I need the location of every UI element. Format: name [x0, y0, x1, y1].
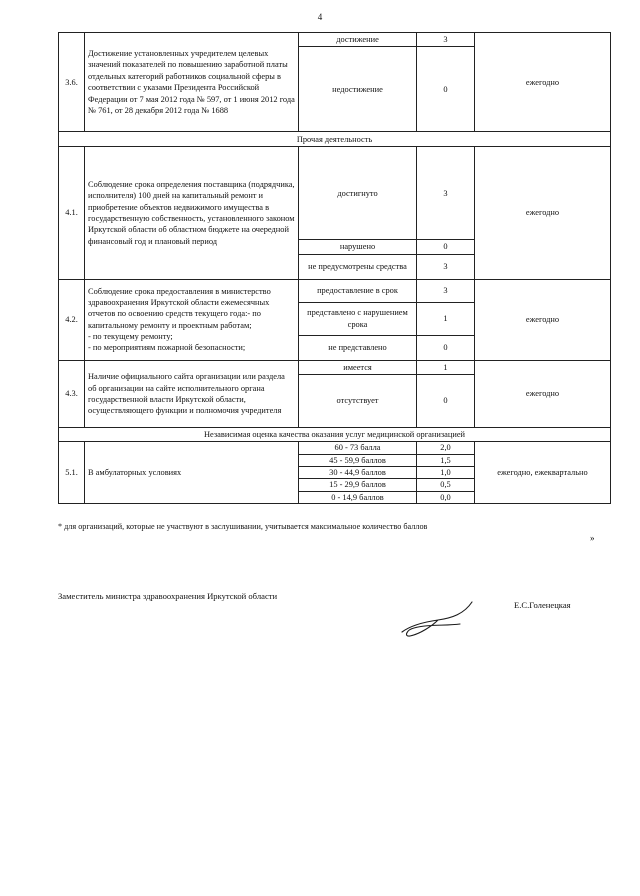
handwritten-signature — [398, 596, 478, 645]
condition-cell: 60 - 73 балла — [299, 442, 417, 454]
points-cell: 1,0 — [417, 467, 475, 479]
points-cell: 0 — [417, 375, 475, 428]
table-row — [59, 360, 611, 374]
points-cell: 0,5 — [417, 479, 475, 491]
condition-cell: недостижение — [299, 47, 417, 132]
points-cell: 1 — [417, 302, 475, 335]
condition-cell: не представлено — [299, 335, 417, 360]
criterion-line: Соблюдение срока предоставления в министерство здравоохранения Иркутской области ежемесячных отчетов по освоению средств текущего года:- по капитальному ремонту и проектным работам; — [88, 286, 271, 330]
row-number: 4.1. — [59, 147, 85, 279]
criterion-text: Соблюдение срока определения поставщика (подрядчика, исполнителя) 100 дней на капитальный ремонт и приобретение объектов недвижимого имущества в государственную собственность, установленного законом Иркутской области об областном бюджете на очередной финансовый год и плановый период — [85, 147, 299, 279]
criterion-line: - по текущему ремонту; — [88, 332, 173, 342]
points-cell: 0 — [417, 240, 475, 254]
footnote: * для организаций, которые не участвуют в заслушивании, учитывается максимальное количество баллов — [58, 522, 428, 531]
points-cell: 3 — [417, 33, 475, 47]
period-cell: ежегодно — [475, 33, 611, 132]
condition-cell: имеется — [299, 360, 417, 374]
period-cell: ежегодно — [475, 360, 611, 427]
criterion-text — [85, 279, 299, 360]
signer-title: Заместитель министра здравоохранения Иркутской области — [58, 591, 278, 601]
criterion-text: Достижение установленных учредителем целевых значений показателей по повышению заработной платы отдельных категорий работников социальной сферы в соответствии с указами Президента Российской Федерации от 7 мая 2012 года № 597, от 1 июня 2012 года № 761, от 28 декабря 2012 года № 1688 — [85, 33, 299, 132]
condition-cell: не предусмотрены средства — [299, 254, 417, 279]
criterion-text: В амбулаторных условиях — [85, 442, 299, 504]
points-cell: 3 — [417, 147, 475, 240]
condition-cell: отсутствует — [299, 375, 417, 428]
period-cell: ежегодно — [475, 279, 611, 360]
row-number: 3.6. — [59, 33, 85, 132]
row-number: 5.1. — [59, 442, 85, 504]
criterion-line: - по мероприятиям пожарной безопасности; — [88, 343, 246, 353]
table-row — [59, 147, 611, 240]
condition-cell: 15 - 29,9 баллов — [299, 479, 417, 491]
points-cell: 0 — [417, 335, 475, 360]
page-number: 4 — [317, 12, 323, 22]
condition-cell: достигнуто — [299, 147, 417, 240]
points-cell: 2,0 — [417, 442, 475, 454]
criteria-table — [58, 32, 611, 504]
table-row — [59, 33, 611, 47]
condition-cell: нарушено — [299, 240, 417, 254]
points-cell: 1,5 — [417, 454, 475, 466]
points-cell: 1 — [417, 360, 475, 374]
points-cell: 0 — [417, 47, 475, 132]
condition-cell: 0 - 14,9 баллов — [299, 491, 417, 503]
condition-cell: 45 - 59,9 баллов — [299, 454, 417, 466]
points-cell: 0,0 — [417, 491, 475, 503]
row-number: 4.2. — [59, 279, 85, 360]
condition-cell: предоставление в срок — [299, 279, 417, 302]
table-row — [59, 442, 611, 454]
row-number: 4.3. — [59, 360, 85, 427]
condition-cell: 30 - 44,9 баллов — [299, 467, 417, 479]
signer-name: Е.С.Голенецкая — [514, 600, 571, 610]
closing-quote: » — [590, 533, 595, 543]
table-row — [59, 428, 611, 442]
period-cell: ежегодно — [475, 147, 611, 279]
condition-cell: достижение — [299, 33, 417, 47]
table-row — [59, 279, 611, 302]
criterion-text: Наличие официального сайта организации или раздела об организации на сайте исполнительного органа государственной власти Иркутской области, осуществляющего функции и полномочия учредителя — [85, 360, 299, 427]
points-cell: 3 — [417, 254, 475, 279]
period-cell: ежегодно, ежеквартально — [475, 442, 611, 504]
table-row — [59, 132, 611, 147]
section-heading-other: Прочая деятельность — [59, 132, 611, 147]
section-heading-quality: Независимая оценка качества оказания услуг медицинской организацией — [59, 428, 611, 442]
condition-cell: представлено с нарушением срока — [299, 302, 417, 335]
points-cell: 3 — [417, 279, 475, 302]
